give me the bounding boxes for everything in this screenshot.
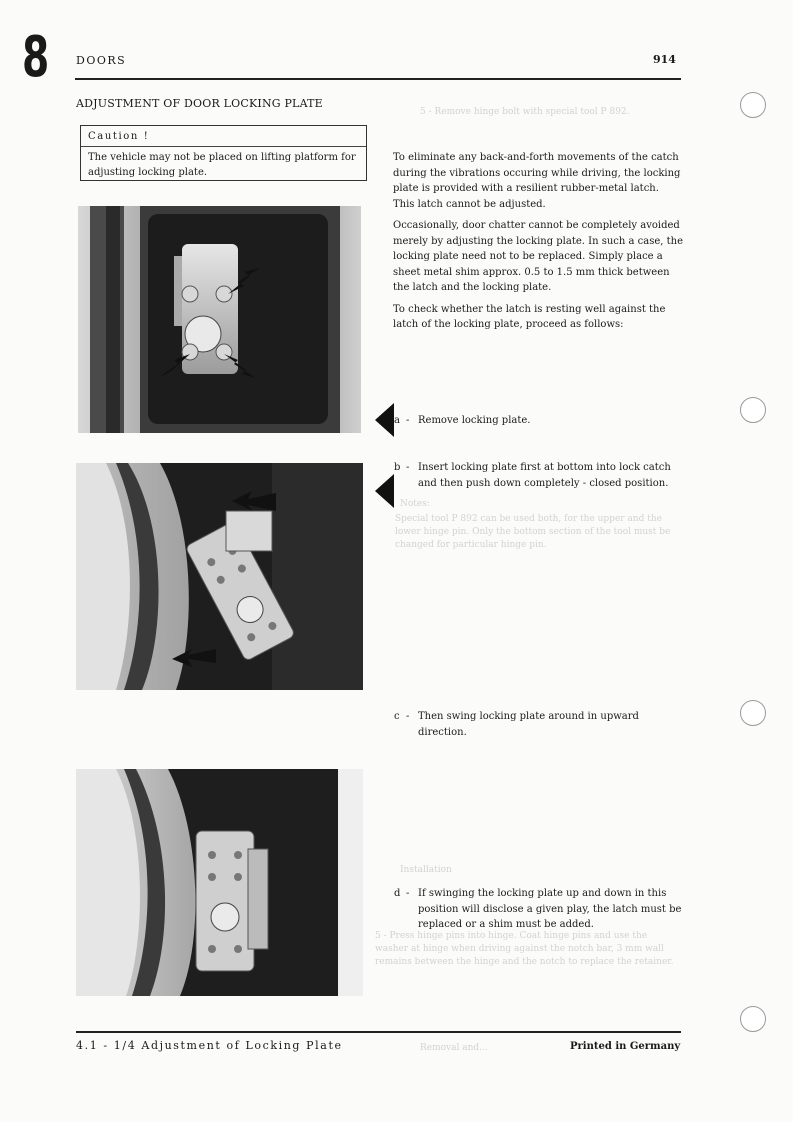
step-dash: - [406,888,410,899]
step-text: Then swing locking plate around in upward direction. [418,711,639,738]
caution-text: The vehicle may not be placed on lifting platform for adjusting locking plate. [88,152,356,178]
ghost-installation-body: 5 - Press hinge pins into hinge. Coat hinge pins and use the washer at hinge when driving against the notch bar, 3 mm wall remains between the hinge and the notch to replace the retainer. [375,931,674,967]
step-c [394,709,684,740]
model-number: 914 [653,53,676,66]
binder-hole-4 [740,1006,766,1032]
binder-hole-3 [740,700,766,726]
ghost-installation-heading: Installation [400,865,452,875]
step-a-marker-icon [375,403,394,437]
step-text: Remove locking plate. [418,415,531,426]
ghost-footer: Removal and... [420,1043,488,1053]
ghost-notes-heading: Notes: [400,499,430,509]
caution-box [80,125,367,181]
photo-insert-locking-plate [76,463,363,690]
intro-text [393,150,683,339]
paragraph-2: Occasionally, door chatter cannot be completely avoided merely by adjusting the locking plate. In such a case, the locking plate need not to be replaced. Simply place a sheet metal shim approx. 0.5 to 1.5 mm thick between the latch and the locking plate. [393,220,683,293]
step-letter: c [394,711,400,722]
photo-locking-plate-installed [78,206,361,433]
step-dash: - [406,711,410,722]
step-letter: d [394,888,401,899]
caution-heading: Caution ! [88,131,150,142]
step-a [394,413,684,429]
footer-rule [76,1031,681,1033]
step-b-marker-icon [375,474,394,508]
paragraph-3: To check whether the latch is resting well against the latch of the locking plate, proceed as follows: [393,303,666,330]
binder-hole-2 [740,397,766,423]
caution-divider [81,146,366,147]
step-text: If swinging the locking plate up and down in this position will disclose a given play, the latch must be replaced or a shim must be added. [418,888,682,930]
ghost-text-top: 5 - Remove hinge bolt with special tool P 892. [420,107,630,117]
header-title: DOORS [76,54,127,67]
section-title: ADJUSTMENT OF DOOR LOCKING PLATE [76,97,323,110]
chapter-number: 8 [22,25,48,90]
header-rule [75,78,681,80]
photo-swing-locking-plate [76,769,363,996]
footer-printed: Printed in Germany [570,1041,681,1052]
binder-hole-1 [740,92,766,118]
ghost-notes-body: Special tool P 892 can be used both, for the upper and the lower hinge pin. Only the bottom section of the tool must be changed for particular hinge pin. [395,514,671,550]
step-letter: a [394,415,400,426]
footer-page-reference: 4.1 - 1/4 Adjustment of Locking Plate [76,1039,343,1052]
paragraph-1: To eliminate any back-and-forth movements of the catch during the vibrations occuring while driving, the locking plate is provided with a resilient rubber-metal latch. This latch cannot be adjusted. [393,152,681,210]
step-letter: b [394,462,401,473]
step-dash: - [406,415,410,426]
step-dash: - [406,462,410,473]
step-b [394,460,684,491]
step-d [394,886,684,933]
step-text: Insert locking plate first at bottom into lock catch and then push down completely - closed position. [418,462,671,489]
